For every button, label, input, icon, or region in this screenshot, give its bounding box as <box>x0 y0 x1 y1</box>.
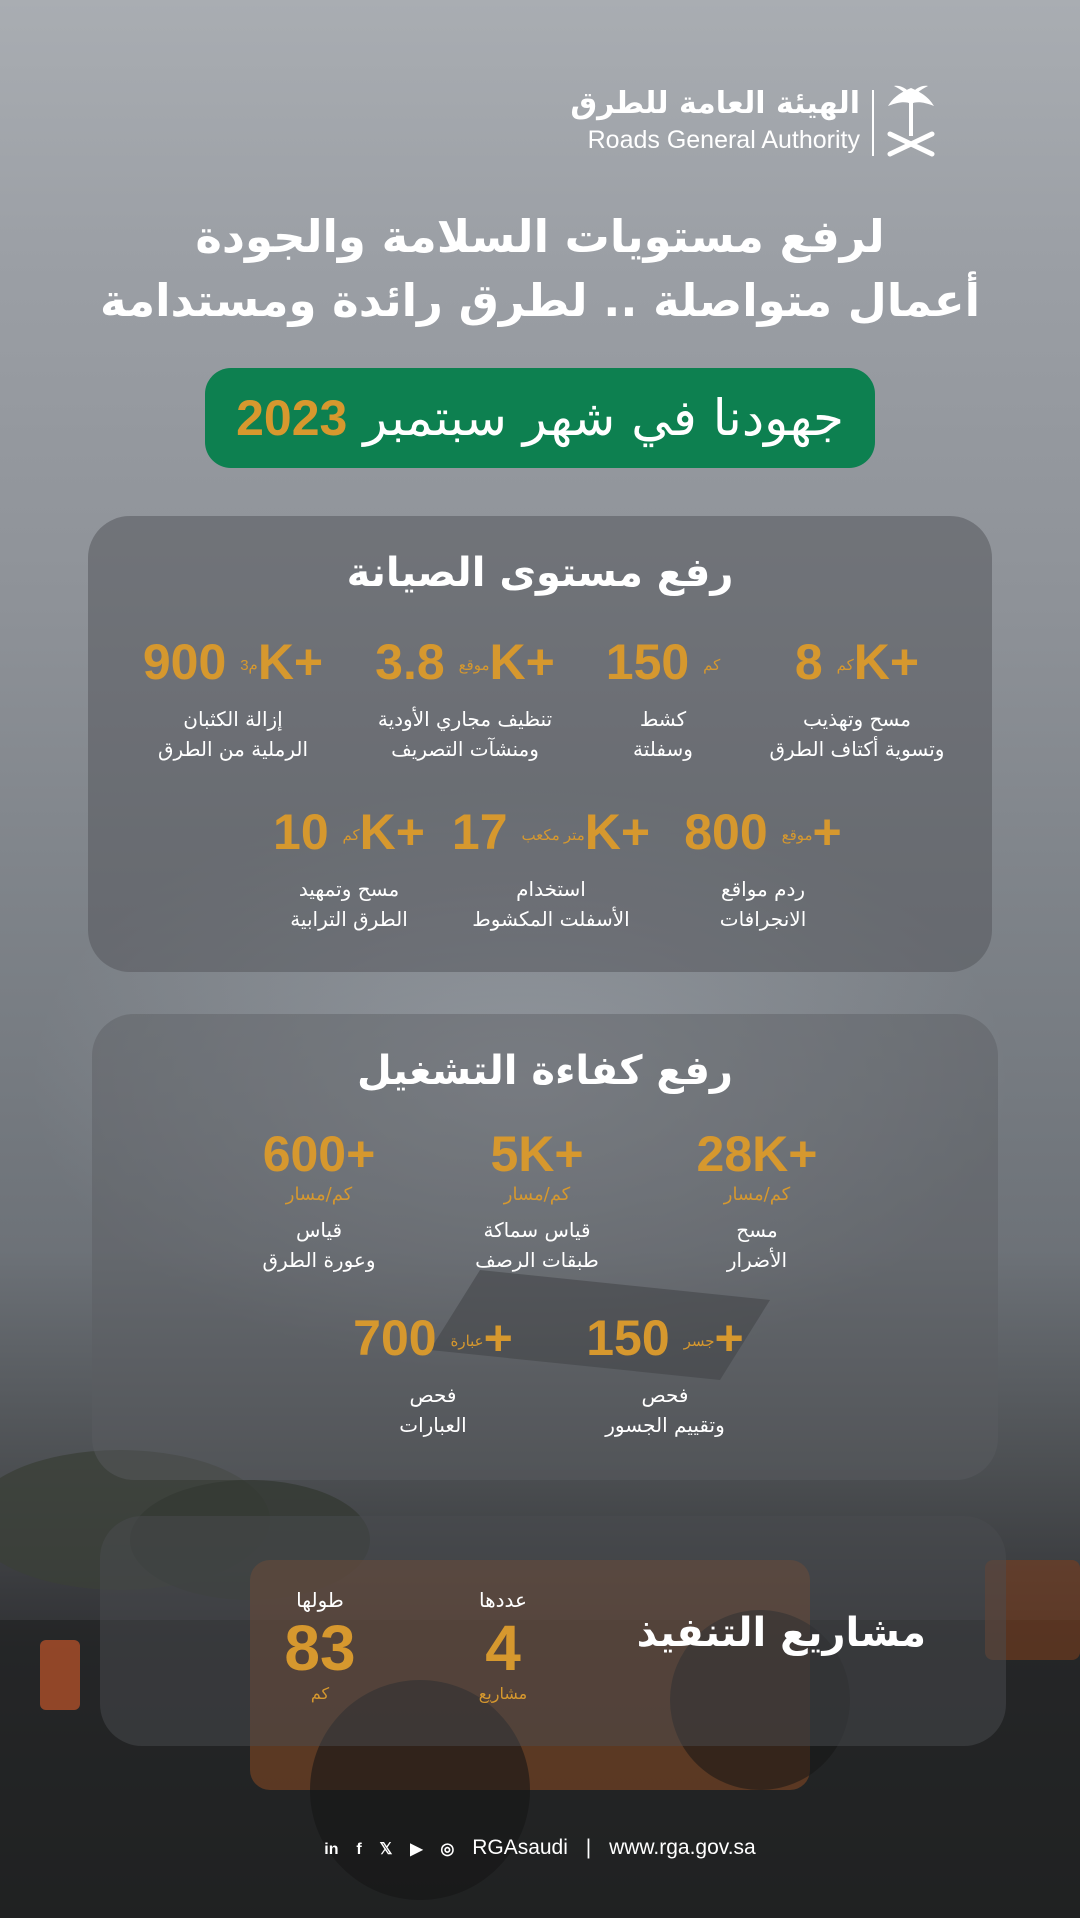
stat-card <box>234 804 464 934</box>
banner-text: جهودنا في شهر سبتمبر <box>363 389 844 447</box>
stat-value: 17K+ <box>451 804 651 860</box>
stat-unit: كم/مسار <box>503 1184 571 1205</box>
headline-line-1: لرفع مستويات السلامة والجودة <box>195 210 885 263</box>
stat-value: 900K+ <box>142 634 324 690</box>
stat-value: 700+ <box>353 1310 513 1366</box>
stat-label: فحص <box>641 1382 689 1407</box>
stat-label: وعورة الطرق <box>262 1248 376 1272</box>
month-banner <box>205 368 875 468</box>
stat-unit: متر مكعب <box>521 826 585 844</box>
stat-label: الأسفلت المكشوط <box>472 906 630 931</box>
length-value: 83 <box>284 1612 356 1684</box>
count-unit: مشاريع <box>478 1684 528 1703</box>
social-handle[interactable]: RGAsaudi <box>472 1836 568 1859</box>
stat-label: طبقات الرصف <box>475 1248 599 1272</box>
stat-label: وتقييم الجسور <box>605 1412 725 1437</box>
logo-arabic-name: الهيئة العامة للطرق <box>570 86 860 121</box>
projects-count <box>443 1588 563 1703</box>
stat-value: 600+ <box>262 1126 376 1182</box>
stat-unit: كم/مسار <box>723 1184 791 1205</box>
stat-unit: جسر <box>683 1332 715 1350</box>
logo-divider <box>872 90 874 156</box>
count-label: عددها <box>479 1588 527 1612</box>
stat-unit: كم/مسار <box>285 1184 353 1205</box>
stat-label: الطرق الترابية <box>290 906 408 931</box>
stat-unit: موقع <box>781 826 813 844</box>
stat-card <box>422 1126 652 1275</box>
stat-label: وتسوية أكتاف الطرق <box>769 736 945 761</box>
count-value: 4 <box>485 1612 521 1684</box>
stat-label: الرملية من الطرق <box>157 736 309 761</box>
stat-value: 150+ <box>586 1310 744 1366</box>
stat-card <box>548 634 778 764</box>
stat-label: تنظيف مجاري الأودية <box>377 706 553 731</box>
stat-value: 28K+ <box>696 1126 818 1182</box>
stat-value: 10K+ <box>273 804 425 860</box>
stat-unit: كم <box>836 656 854 674</box>
execution-panel <box>100 1516 1006 1746</box>
operation-panel <box>92 1014 998 1480</box>
stat-card <box>550 1310 780 1440</box>
stat-label: قياس <box>295 1218 343 1242</box>
instagram-icon[interactable]: ◎ <box>440 1841 455 1858</box>
stat-label: وسفلتة <box>633 736 693 761</box>
youtube-icon[interactable]: ▶ <box>410 1841 423 1858</box>
x-icon[interactable]: 𝕏 <box>379 1841 393 1858</box>
footer <box>0 1836 1080 1860</box>
stat-label: إزالة الكثبان <box>183 706 283 731</box>
headline-line-2: أعمال متواصلة .. لطرق رائدة ومستدامة <box>99 274 981 327</box>
banner-year: 2023 <box>236 390 348 446</box>
stat-card <box>118 634 348 764</box>
website-link[interactable]: www.rga.gov.sa <box>609 1836 756 1859</box>
stat-card <box>436 804 666 934</box>
maintenance-title: رفع مستوى الصيانة <box>346 550 734 596</box>
projects-length <box>260 1588 380 1703</box>
headline <box>0 205 1080 333</box>
stat-unit: م3 <box>240 656 258 674</box>
facebook-icon[interactable]: f <box>356 1841 362 1858</box>
stat-label: كشط <box>639 706 687 731</box>
stat-label: مسح وتمهيد <box>298 876 400 901</box>
stat-value: 3.8K+ <box>375 634 555 690</box>
stat-label: ومنشآت التصريف <box>391 736 539 761</box>
rga-logo <box>570 82 1010 162</box>
stat-label: استخدام <box>516 876 586 901</box>
stat-card <box>318 1310 548 1440</box>
stat-value: 800+ <box>684 804 842 860</box>
stat-card <box>204 1126 434 1275</box>
length-label: طولها <box>296 1588 344 1612</box>
stat-label: مسح <box>736 1218 778 1242</box>
linkedin-icon[interactable]: in <box>324 1841 339 1858</box>
logo-english-name: Roads General Authority <box>587 126 860 154</box>
stat-unit: كم <box>703 656 721 674</box>
stat-value: 150 <box>605 634 690 690</box>
palm-emblem-icon <box>882 82 940 158</box>
stat-label: الانجرافات <box>719 906 807 931</box>
stat-label: قياس سماكة <box>483 1218 591 1242</box>
stat-card <box>642 1126 872 1275</box>
stat-unit: كم <box>342 826 360 844</box>
operation-title: رفع كفاءة التشغيل <box>357 1048 733 1094</box>
stat-card <box>350 634 580 764</box>
length-unit: كم <box>310 1684 330 1703</box>
execution-title: مشاريع التنفيذ <box>636 1610 926 1656</box>
maintenance-panel <box>88 516 992 972</box>
stat-card <box>648 804 878 934</box>
stat-label: فحص <box>409 1382 457 1407</box>
stat-label: ردم مواقع <box>720 876 806 901</box>
footer-separator: | <box>585 1836 592 1859</box>
stat-unit: موقع <box>458 656 490 674</box>
stat-value: 8K+ <box>794 634 920 690</box>
stat-unit: عبارة <box>450 1332 484 1350</box>
stat-value: 5K+ <box>490 1126 584 1182</box>
stat-label: مسح وتهذيب <box>803 706 911 731</box>
stat-label: الأضرار <box>726 1248 788 1272</box>
stat-label: العبارات <box>399 1412 467 1437</box>
